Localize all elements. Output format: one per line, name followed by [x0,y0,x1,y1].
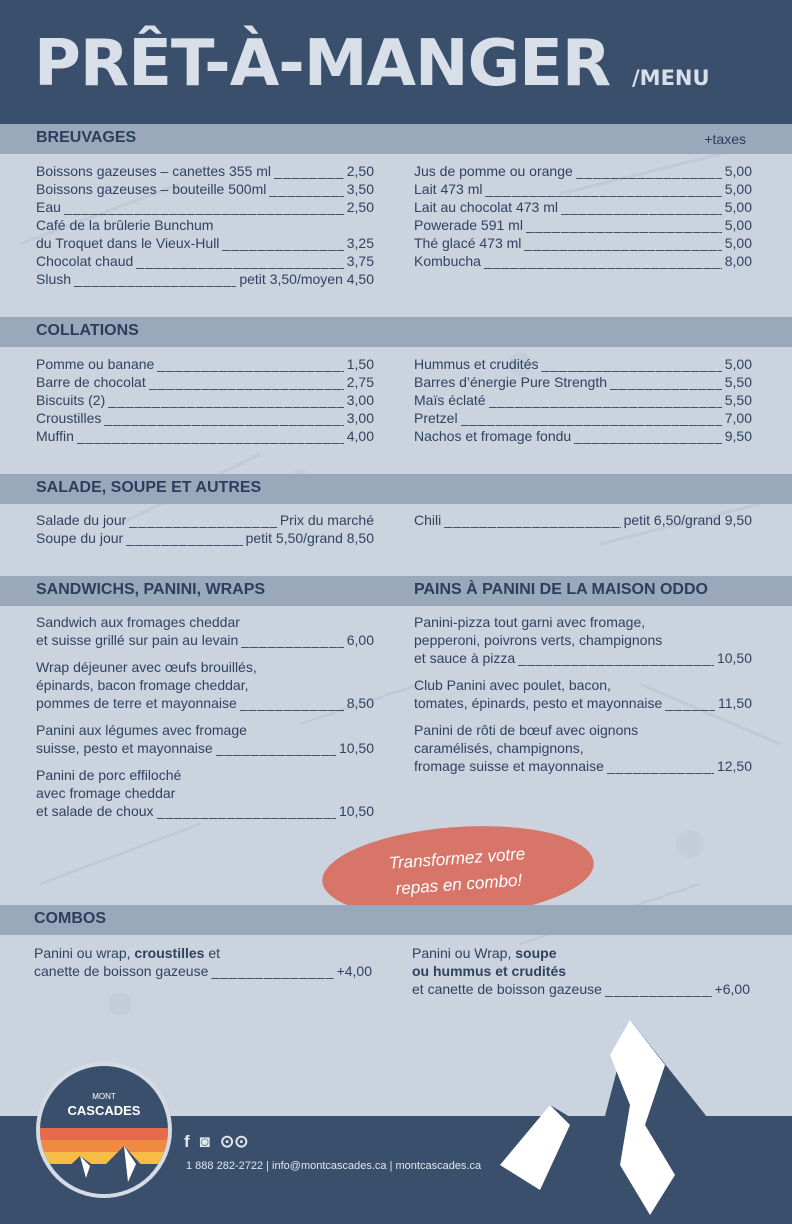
combo-bold-text: croustilles [134,945,205,961]
item-price: 3,00 [346,410,374,426]
item-price: 3,00 [346,392,374,408]
menu-item [36,252,374,270]
item-price: 1,50 [346,356,374,372]
item-price: +6,00 [714,981,750,997]
menu-item [36,270,374,288]
item-description: et suisse grillé sur pain au levain [36,632,239,648]
item-description: tomates, épinards, pesto et mayonnaise [414,695,663,711]
item-description: pommes de terre et mayonnaise [36,695,237,711]
item-price: 5,00 [724,235,752,251]
taxes-note: +taxes [704,131,746,147]
menu-item [36,216,374,234]
item-description: Wrap déjeuner avec œufs brouillés, [36,659,257,675]
social-links [184,1132,248,1152]
item-description: Club Panini avec poulet, bacon, [414,677,611,693]
logo-small-text: MONT [92,1092,116,1101]
item-price: +4,00 [336,963,372,979]
item-description: Sandwich aux fromages cheddar [36,614,240,630]
section-header-salade [0,474,792,504]
menu-item [36,162,374,180]
combo-text: et [204,945,221,961]
item-price: 5,50 [724,392,752,408]
item-price: petit 3,50/moyen 4,50 [239,271,374,287]
menu-item [36,391,374,409]
menu-item [36,234,374,252]
contact-info: 1 888 282-2722 | info@montcascades.ca | montcascades.ca [186,1160,482,1172]
item-price: 12,50 [716,758,752,774]
combo-left [34,944,372,980]
combo-price-row [412,980,750,998]
item-price: 8,00 [724,253,752,269]
menu-item [36,180,374,198]
menu-item [414,198,752,216]
breuvages-left-list [36,162,374,288]
combo-bold-text: ou hummus et crudités [412,963,567,979]
section-header-collations [0,317,792,347]
pains-list [414,613,752,784]
item-price: Prix du marché [279,512,374,528]
item-name: Muffin [36,428,74,444]
combo-text: Panini ou Wrap, [412,945,516,961]
menu-item [414,676,752,712]
menu-item [36,721,374,757]
menu-item [414,613,752,667]
menu-item [414,409,752,427]
menu-item [36,373,374,391]
item-price: 5,00 [724,163,752,179]
item-name: du Troquet dans le Vieux-Hull [36,235,220,251]
mont-cascades-logo [36,1062,172,1198]
menu-item [36,529,374,547]
section-header-sandwichs [0,576,792,606]
item-name: Slush [36,271,72,287]
item-name: et canette de boisson gazeuse [412,981,602,997]
item-price: 5,50 [724,374,752,390]
badge-line-2: repas en combo! [395,870,523,899]
item-name: Chili [414,512,442,528]
sandwichs-list [36,613,374,829]
menu-item [414,721,752,775]
item-name: Boissons gazeuses – bouteille 500ml [36,181,267,197]
section-header-combos [0,905,792,935]
section-title-pains: PAINS À PANINI DE LA MAISON ODDO [414,581,708,598]
item-price: 10,50 [338,803,374,819]
menu-item [36,355,374,373]
item-name: Kombucha [414,253,481,269]
item-price: 8,50 [346,695,374,711]
item-name: Soupe du jour [36,530,124,546]
item-name: Lait au chocolat 473 ml [414,199,558,215]
item-name: Maïs éclaté [414,392,486,408]
item-description: Panini de porc effiloché [36,767,182,783]
salade-left-list [36,511,374,547]
section-title: SALADE, SOUPE ET AUTRES [36,479,262,496]
item-description: épinards, bacon fromage cheddar, [36,677,249,693]
item-name: canette de boisson gazeuse [34,963,209,979]
menu-item [414,373,752,391]
item-price: petit 5,50/grand 8,50 [245,530,374,546]
mountain-graphic [470,1015,792,1224]
page-subtitle: /MENU [632,66,710,90]
section-title: SANDWICHS, PANINI, WRAPS [36,581,266,598]
item-description: Panini aux légumes avec fromage [36,722,247,738]
menu-item [414,355,752,373]
item-name: Pomme ou banane [36,356,155,372]
menu-item [414,216,752,234]
item-price: petit 6,50/grand 9,50 [623,512,752,528]
item-price: 5,00 [724,199,752,215]
item-name: Powerade 591 ml [414,217,523,233]
page-title: PRÊT-À-MANGER [34,27,611,101]
item-name: Thé glacé 473 ml [414,235,522,251]
menu-item [36,511,374,529]
item-price: 6,00 [346,632,374,648]
item-description: pepperoni, poivrons verts, champignons [414,632,663,648]
salade-right-list [414,511,752,529]
item-price: 2,50 [346,163,374,179]
item-name: Chocolat chaud [36,253,134,269]
item-name: Biscuits (2) [36,392,106,408]
menu-item [36,409,374,427]
item-price: 11,50 [718,695,752,711]
item-description: et salade de choux [36,803,154,819]
menu-item [36,198,374,216]
item-name: Barre de chocolat [36,374,146,390]
menu-item [414,427,752,445]
section-title: COMBOS [34,910,106,927]
item-price: 3,25 [346,235,374,251]
menu-item [36,427,374,445]
item-name: Barres d’énergie Pure Strength [414,374,607,390]
menu-item [36,658,374,712]
item-name: Hummus et crudités [414,356,539,372]
item-name: Boissons gazeuses – canettes 355 ml [36,163,272,179]
item-price: 5,00 [724,181,752,197]
combo-text: Panini ou wrap, [34,945,135,961]
logo-name: CASCADES [67,1103,141,1118]
item-name: Eau [36,199,61,215]
collations-left-list [36,355,374,445]
section-header-breuvages [0,124,792,154]
item-price: 5,00 [724,356,752,372]
menu-item [414,252,752,270]
combo-bold-text: soupe [515,945,557,961]
combo-price-row [34,962,372,980]
item-name: Nachos et fromage fondu [414,428,572,444]
collations-right-list [414,355,752,445]
item-name: Jus de pomme ou orange [414,163,573,179]
item-price: 4,00 [346,428,374,444]
menu-item [414,391,752,409]
item-description: caramélisés, champignons, [414,740,584,756]
item-price: 2,50 [346,199,374,215]
item-name: Salade du jour [36,512,127,528]
item-description: suisse, pesto et mayonnaise [36,740,213,756]
item-description: et sauce à pizza [414,650,516,666]
menu-item [414,234,752,252]
item-price: 10,50 [716,650,752,666]
facebook-icon[interactable]: f [184,1132,190,1151]
item-name: Pretzel [414,410,458,426]
instagram-icon[interactable]: ◙ [199,1132,210,1151]
section-title: COLLATIONS [36,322,139,339]
header [0,0,792,124]
menu-item [414,511,752,529]
combo-right [412,944,750,998]
menu-item [36,766,374,820]
item-description: Panini de rôti de bœuf avec oignons [414,722,639,738]
item-name: Café de la brûlerie Bunchum [36,217,214,233]
item-name: Croustilles [36,410,102,426]
item-name: Lait 473 ml [414,181,483,197]
menu-item [414,180,752,198]
tripadvisor-icon[interactable]: ⊙⊙ [219,1132,249,1151]
item-description: Panini-pizza tout garni avec fromage, [414,614,646,630]
item-price: 5,00 [724,217,752,233]
item-price: 3,75 [346,253,374,269]
menu-item [36,613,374,649]
menu-item [414,162,752,180]
item-description: avec fromage cheddar [36,785,176,801]
item-price: 3,50 [346,181,374,197]
section-title: BREUVAGES [36,129,137,146]
item-description: fromage suisse et mayonnaise [414,758,604,774]
item-price: 9,50 [724,428,752,444]
item-price: 2,75 [346,374,374,390]
item-price: 10,50 [338,740,374,756]
item-price: 7,00 [724,410,752,426]
breuvages-right-list [414,162,752,270]
badge-line-1: Transformez votre [388,844,526,873]
